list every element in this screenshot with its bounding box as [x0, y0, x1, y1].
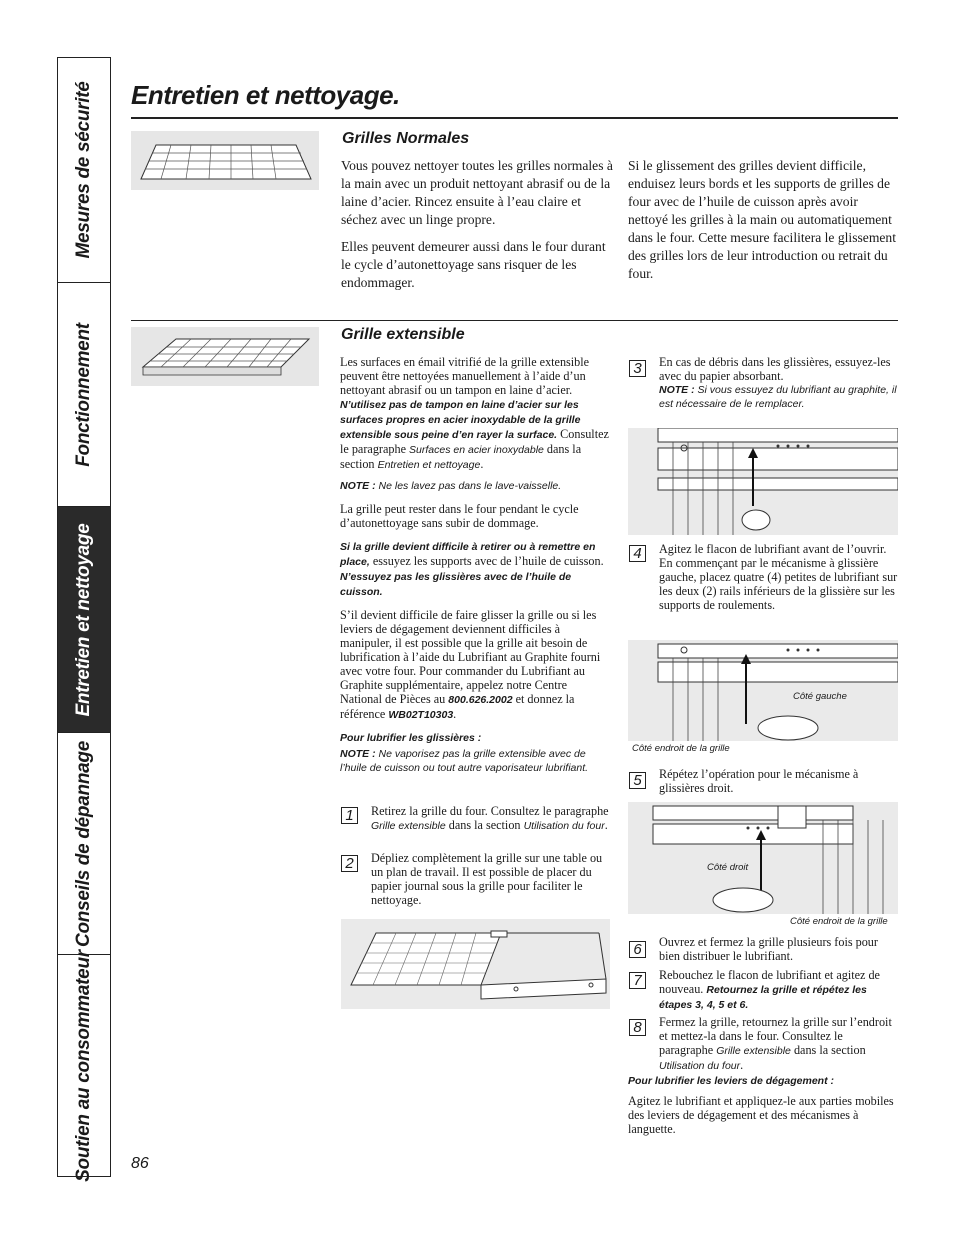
wipe-slides-illustration	[628, 428, 898, 535]
extension-rack-paragraph-2: La grille peut rester dans le four pendant le cycle d’autonettoyage sans subir de dommage.	[340, 502, 579, 530]
step-5-number: 5	[629, 772, 646, 789]
extension-rack-heading: Grille extensible	[341, 326, 465, 343]
extension-rack-col1	[340, 355, 610, 775]
step-6-number: 6	[629, 941, 646, 958]
step-2-number: 2	[341, 855, 358, 872]
caption-left-side: Côté gauche	[793, 691, 847, 702]
caption-right-side: Côté droit	[707, 862, 749, 873]
tab-fonctionnement[interactable]: Fonctionnement	[58, 283, 110, 507]
extension-rack-paragraph-4: S’il devient difficile de faire glisser la grille ou si les leviers de dégagement deviennent difficiles à manipuler, il est possible que la grille ait besoin de lubrification à l’aide du Lubrifiant au Graphite fourni avec votre four. Pour commander du Lubrifiant au Graphite supplémentaire, appelez notre Centre National de Pièces au 800.626.2002 et donnez la référence WB02T10303.	[340, 608, 601, 721]
right-slide-lubricate-illustration	[628, 802, 898, 914]
extended-rack-illustration	[341, 919, 610, 1009]
lubricate-levers-text: Agitez le lubrifiant et appliquez-le aux parties mobiles des leviers de dégagement et des mécanismes à languette.	[628, 1094, 894, 1136]
tab-soutien-au-consommateur[interactable]: Soutien au consommateur	[73, 949, 94, 1182]
tab-conseils-de-depannage[interactable]: Conseils de dépannage	[58, 733, 110, 955]
step-2-text: Dépliez complètement la grille sur une table ou un plan de travail. Il est possible de placer du papier journal sous la grille pour faciliter le nettoyage.	[371, 851, 603, 907]
section-divider	[131, 320, 898, 321]
step-3-number: 3	[629, 360, 646, 377]
page-number: 86	[131, 1155, 149, 1172]
step-4-text: Agitez le flacon de lubrifiant avant de l’ouvrir. En commençant par le mécanisme à glissière gauche, placez quatre (4) petites de lubrifiant sur les deux (2) rails inférieurs de la glissière sur les supports de roulements.	[659, 542, 898, 612]
normal-racks-heading: Grilles Normales	[342, 130, 470, 147]
step-7-number: 7	[629, 972, 646, 989]
lubricate-levers-heading: Pour lubrifier les leviers de dégagement :	[628, 1075, 834, 1087]
normal-racks-paragraph-2: Elles peuvent demeurer aussi dans le four durant le cycle d’autonettoyage sans risquer de les endommager.	[341, 239, 606, 290]
step-6-text: Ouvrez et fermez la grille plusieurs fois pour bien distribuer le lubrifiant.	[659, 935, 878, 963]
left-slide-lubricate-illustration	[628, 640, 898, 741]
step-8-number: 8	[629, 1019, 646, 1036]
section-tab-bar	[57, 57, 111, 1182]
page-title: Entretien et nettoyage.	[131, 80, 400, 110]
step-4-number: 4	[629, 545, 646, 562]
caption-rack-right-side-1: Côté endroit de la grille	[632, 743, 730, 754]
normal-racks-paragraph-1: Vous pouvez nettoyer toutes les grilles normales à la main avec un produit nettoyant abrasif ou de la laine d’acier. Rincez ensuite à l’eau claire et séchez avec un linge propre.	[341, 158, 613, 227]
note-dishwasher: NOTE : Ne les lavez pas dans le lave-vaisselle.	[340, 480, 562, 492]
caption-rack-right-side-2: Côté endroit de la grille	[790, 916, 888, 927]
extension-rack-paragraph-3: Si la grille devient difficile à retirer ou à remettre en place, essuyez les supports avec de l’huile de cuisson. N’essuyez pas les glissières avec de l’huile de cuisson.	[340, 541, 604, 598]
step-3-text: En cas de débris dans les glissières, essuyez-les avec du papier absorbant. NOTE : Si vous essuyez du lubrifiant au graphite, il est nécessaire de le remplacer.	[659, 355, 897, 410]
normal-rack-illustration	[131, 131, 319, 190]
step-1-text: Retirez la grille du four. Consultez le paragraphe Grille extensible dans la section Utilisation du four.	[371, 804, 609, 832]
normal-racks-col2	[628, 157, 898, 283]
extension-rack-illustration	[131, 327, 319, 386]
step-7-text: Rebouchez le flacon de lubrifiant et agitez de nouveau. Retournez la grille et répétez les étapes 3, 4, 5 et 6.	[659, 968, 880, 1011]
normal-racks-col1	[341, 157, 613, 292]
tab-mesures-de-securite[interactable]: Mesures de sécurité	[58, 58, 110, 283]
lubricate-slides-heading: Pour lubrifier les glissières :	[340, 732, 482, 744]
step-5-text: Répétez l’opération pour le mécanisme à glissières droit.	[659, 767, 859, 795]
normal-racks-paragraph-3: Si le glissement des grilles devient difficile, enduisez leurs bords et les supports de grilles de four avec de l’huile de cuisson après avoir nettoyé les grilles à la main ou automatiquement dans le four. Cette mesure facilitera le glissement des grilles lors de leur introduction ou retrait du four.	[628, 158, 897, 281]
note-no-spray: NOTE : Ne vaporisez pas la grille extensible avec de l’huile de cuisson ou tout autre vaporisateur lubrifiant.	[340, 748, 589, 774]
step-1-number: 1	[341, 807, 358, 824]
tab-entretien-et-nettoyage[interactable]: Entretien et nettoyage	[58, 507, 110, 733]
extension-rack-paragraph-1: Les surfaces en émail vitrifié de la grille extensible peuvent être nettoyées manuellement à l’aide d’un nettoyant abrasif ou un tampon en laine d’acier. N’utilisez pas de tampon en laine d’acier sur les surfaces propres en acier inoxydable de la grille extensible sous peine d’en rayer la surface. Consultez le paragraphe Surfaces en acier inoxydable dans la section Entretien et nettoyage.	[340, 355, 609, 471]
title-rule	[131, 117, 898, 119]
step-8-text: Fermez la grille, retournez la grille sur l’endroit et mettez-la dans le four. Consultez le paragraphe Grille extensible dans la section Utilisation du four.	[659, 1015, 892, 1072]
